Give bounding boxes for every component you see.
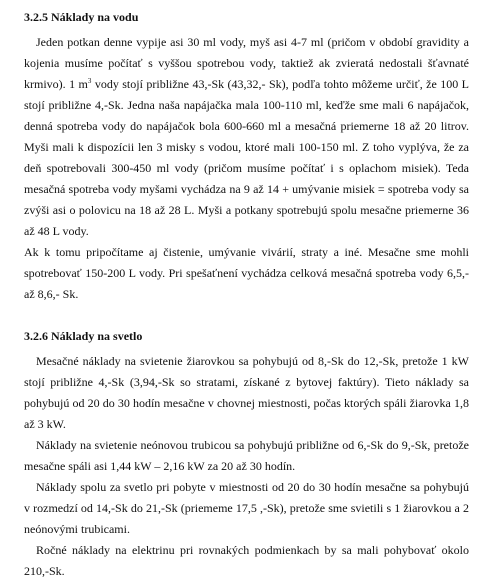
paragraph — [24, 540, 469, 582]
paragraph-text: Mesačné náklady na svietenie žiarovkou sa pohybujú od 8,-Sk do 12,-Sk, pretože 1 kW stojí približne 4,-Sk (3,94,-Sk so stratami, získané z bytovej faktúry). Tieto náklady sa pohybujú od 20 do 30 hodín mesačne v chovnej miestnosti, počas ktorých spáli žiarovka 1,8 až 3 kW. — [24, 354, 469, 431]
paragraph-text-cont: vody stojí približne 43,-Sk (43,32,- Sk), podľa tohto môžeme určiť, že 100 L stojí približne 4,-Sk. Jedna naša napájačka mala 100-110 ml, keďže sme mali 6 napájačok, denná spotreba vody do napájačok bola 600-660 ml a mesačná priemerne 18 až 20 litrov. Myši mali k dispozícii len 3 misky s vodou, ktoré mali 100-150 ml. Z toho vyplýva, že za deň spotrebovali 300-450 ml vody (pričom musíme počítať i s oplachom misiek). Teda mesačná spotreba vody myšami vychádza na 9 až 14 + umývanie misiek = spotreba vody sa zvýši asi o polovicu na 18 až 28 L. Myši a potkany spotrebujú spolu mesačne priemerne 36 až 48 L vody. — [24, 77, 469, 238]
paragraph-text: Ak k tomu pripočítame aj čistenie, umývanie vivárií, straty a iné. Mesačne sme mohli spotrebovať 150-200 L vody. Pri spešaťnení vychádza celková mesačná spotreba vody 6,5,- až 8,6,- Sk. — [24, 245, 469, 301]
paragraph-text: Jeden potkan denne vypije asi 30 ml vody, myš asi 4-7 ml (pričom v období gravidity a kojenia musíme počítať s vyššou spotrebou vody, taktiež ak zvieratá nedostali šťavnaté krmivo). 1 m — [24, 35, 469, 91]
section-heading: 3.2.5 Náklady na vodu — [24, 10, 139, 24]
section-heading: 3.2.6 Náklady na svetlo — [24, 329, 143, 343]
paragraph-text: Ročné náklady na elektrinu pri rovnakých podmienkach by sa mali pohybovať okolo 210,-Sk. — [24, 543, 469, 578]
paragraph — [24, 32, 469, 242]
paragraph — [24, 477, 469, 540]
paragraph-text: Náklady spolu za svetlo pri pobyte v miestnosti od 20 do 30 hodín mesačne sa pohybujú v rozmedzí od 14,-Sk do 21,-Sk (priememe 17,5 ,-Sk), pretože sme svietili s 1 žiarovkou a 2 neónovými trubicami. — [24, 480, 469, 536]
section-light-costs — [24, 327, 469, 582]
paragraph — [24, 242, 469, 305]
paragraph-text: Náklady na svietenie neónovou trubicou sa pohybujú približne od 6,-Sk do 9,-Sk, pretože mesačne spáli asi 1,44 kW – 2,16 kW za 20 až 30 hodín. — [24, 438, 469, 473]
superscript: 3 — [87, 77, 92, 85]
paragraph — [24, 435, 469, 477]
section-water-costs — [24, 8, 469, 305]
paragraph — [24, 351, 469, 435]
